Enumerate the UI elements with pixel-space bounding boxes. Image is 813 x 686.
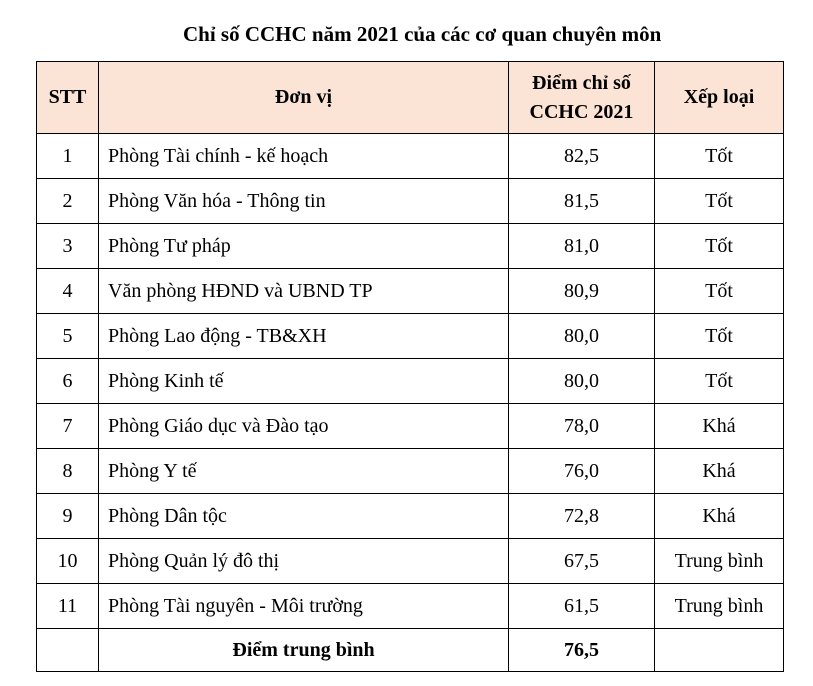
row-stt: 1 [37, 134, 99, 179]
table-row [37, 269, 784, 314]
average-label: Điểm trung bình [99, 629, 509, 672]
row-unit: Phòng Quản lý đô thị [99, 539, 509, 584]
row-rank: Tốt [655, 134, 784, 179]
page-title: Chỉ số CCHC năm 2021 của các cơ quan chuyên môn [183, 22, 662, 46]
row-unit: Phòng Dân tộc [99, 494, 509, 539]
header-score-line1: Điểm chỉ số [532, 71, 631, 94]
row-stt: 7 [37, 404, 99, 449]
row-rank: Trung bình [655, 539, 784, 584]
row-unit: Phòng Tài nguyên - Môi trường [99, 584, 509, 629]
table-row [37, 314, 784, 359]
table-row [37, 539, 784, 584]
row-rank: Tốt [655, 179, 784, 224]
row-stt: 6 [37, 359, 99, 404]
table-row [37, 359, 784, 404]
row-stt: 4 [37, 269, 99, 314]
row-unit: Phòng Văn hóa - Thông tin [99, 179, 509, 224]
row-score: 67,5 [509, 539, 655, 584]
average-row [37, 629, 784, 672]
row-rank: Khá [655, 494, 784, 539]
row-unit: Phòng Tài chính - kế hoạch [99, 134, 509, 179]
row-rank: Tốt [655, 224, 784, 269]
average-stt-cell [37, 629, 99, 672]
row-rank: Tốt [655, 359, 784, 404]
row-score: 80,9 [509, 269, 655, 314]
table-row [37, 494, 784, 539]
table-row [37, 584, 784, 629]
row-rank: Trung bình [655, 584, 784, 629]
row-stt: 5 [37, 314, 99, 359]
header-score [509, 62, 655, 134]
row-score: 80,0 [509, 359, 655, 404]
header-stt: STT [37, 62, 99, 134]
table-row [37, 404, 784, 449]
row-stt: 2 [37, 179, 99, 224]
header-unit: Đơn vị [99, 62, 509, 134]
header-rank: Xếp loại [655, 62, 784, 134]
table-row [37, 224, 784, 269]
row-unit: Phòng Y tế [99, 449, 509, 494]
row-rank: Tốt [655, 314, 784, 359]
row-unit: Phòng Lao động - TB&XH [99, 314, 509, 359]
table-body [37, 134, 784, 629]
row-rank: Tốt [655, 269, 784, 314]
table-row [37, 134, 784, 179]
row-score: 61,5 [509, 584, 655, 629]
row-stt: 3 [37, 224, 99, 269]
row-unit: Phòng Kinh tế [99, 359, 509, 404]
table-row [37, 449, 784, 494]
row-stt: 9 [37, 494, 99, 539]
average-score: 76,5 [509, 629, 655, 672]
header-score-line2: CCHC 2021 [529, 100, 634, 123]
row-unit: Phòng Tư pháp [99, 224, 509, 269]
table-header-row [37, 62, 784, 134]
row-stt: 11 [37, 584, 99, 629]
row-score: 76,0 [509, 449, 655, 494]
row-rank: Khá [655, 449, 784, 494]
table-row [37, 179, 784, 224]
row-score: 72,8 [509, 494, 655, 539]
row-rank: Khá [655, 404, 784, 449]
row-score: 81,0 [509, 224, 655, 269]
row-score: 81,5 [509, 179, 655, 224]
row-unit: Phòng Giáo dục và Đào tạo [99, 404, 509, 449]
row-stt: 8 [37, 449, 99, 494]
average-rank-cell [655, 629, 784, 672]
row-score: 80,0 [509, 314, 655, 359]
row-score: 78,0 [509, 404, 655, 449]
cchc-index-table [36, 61, 784, 672]
row-score: 82,5 [509, 134, 655, 179]
row-unit: Văn phòng HĐND và UBND TP [99, 269, 509, 314]
row-stt: 10 [37, 539, 99, 584]
